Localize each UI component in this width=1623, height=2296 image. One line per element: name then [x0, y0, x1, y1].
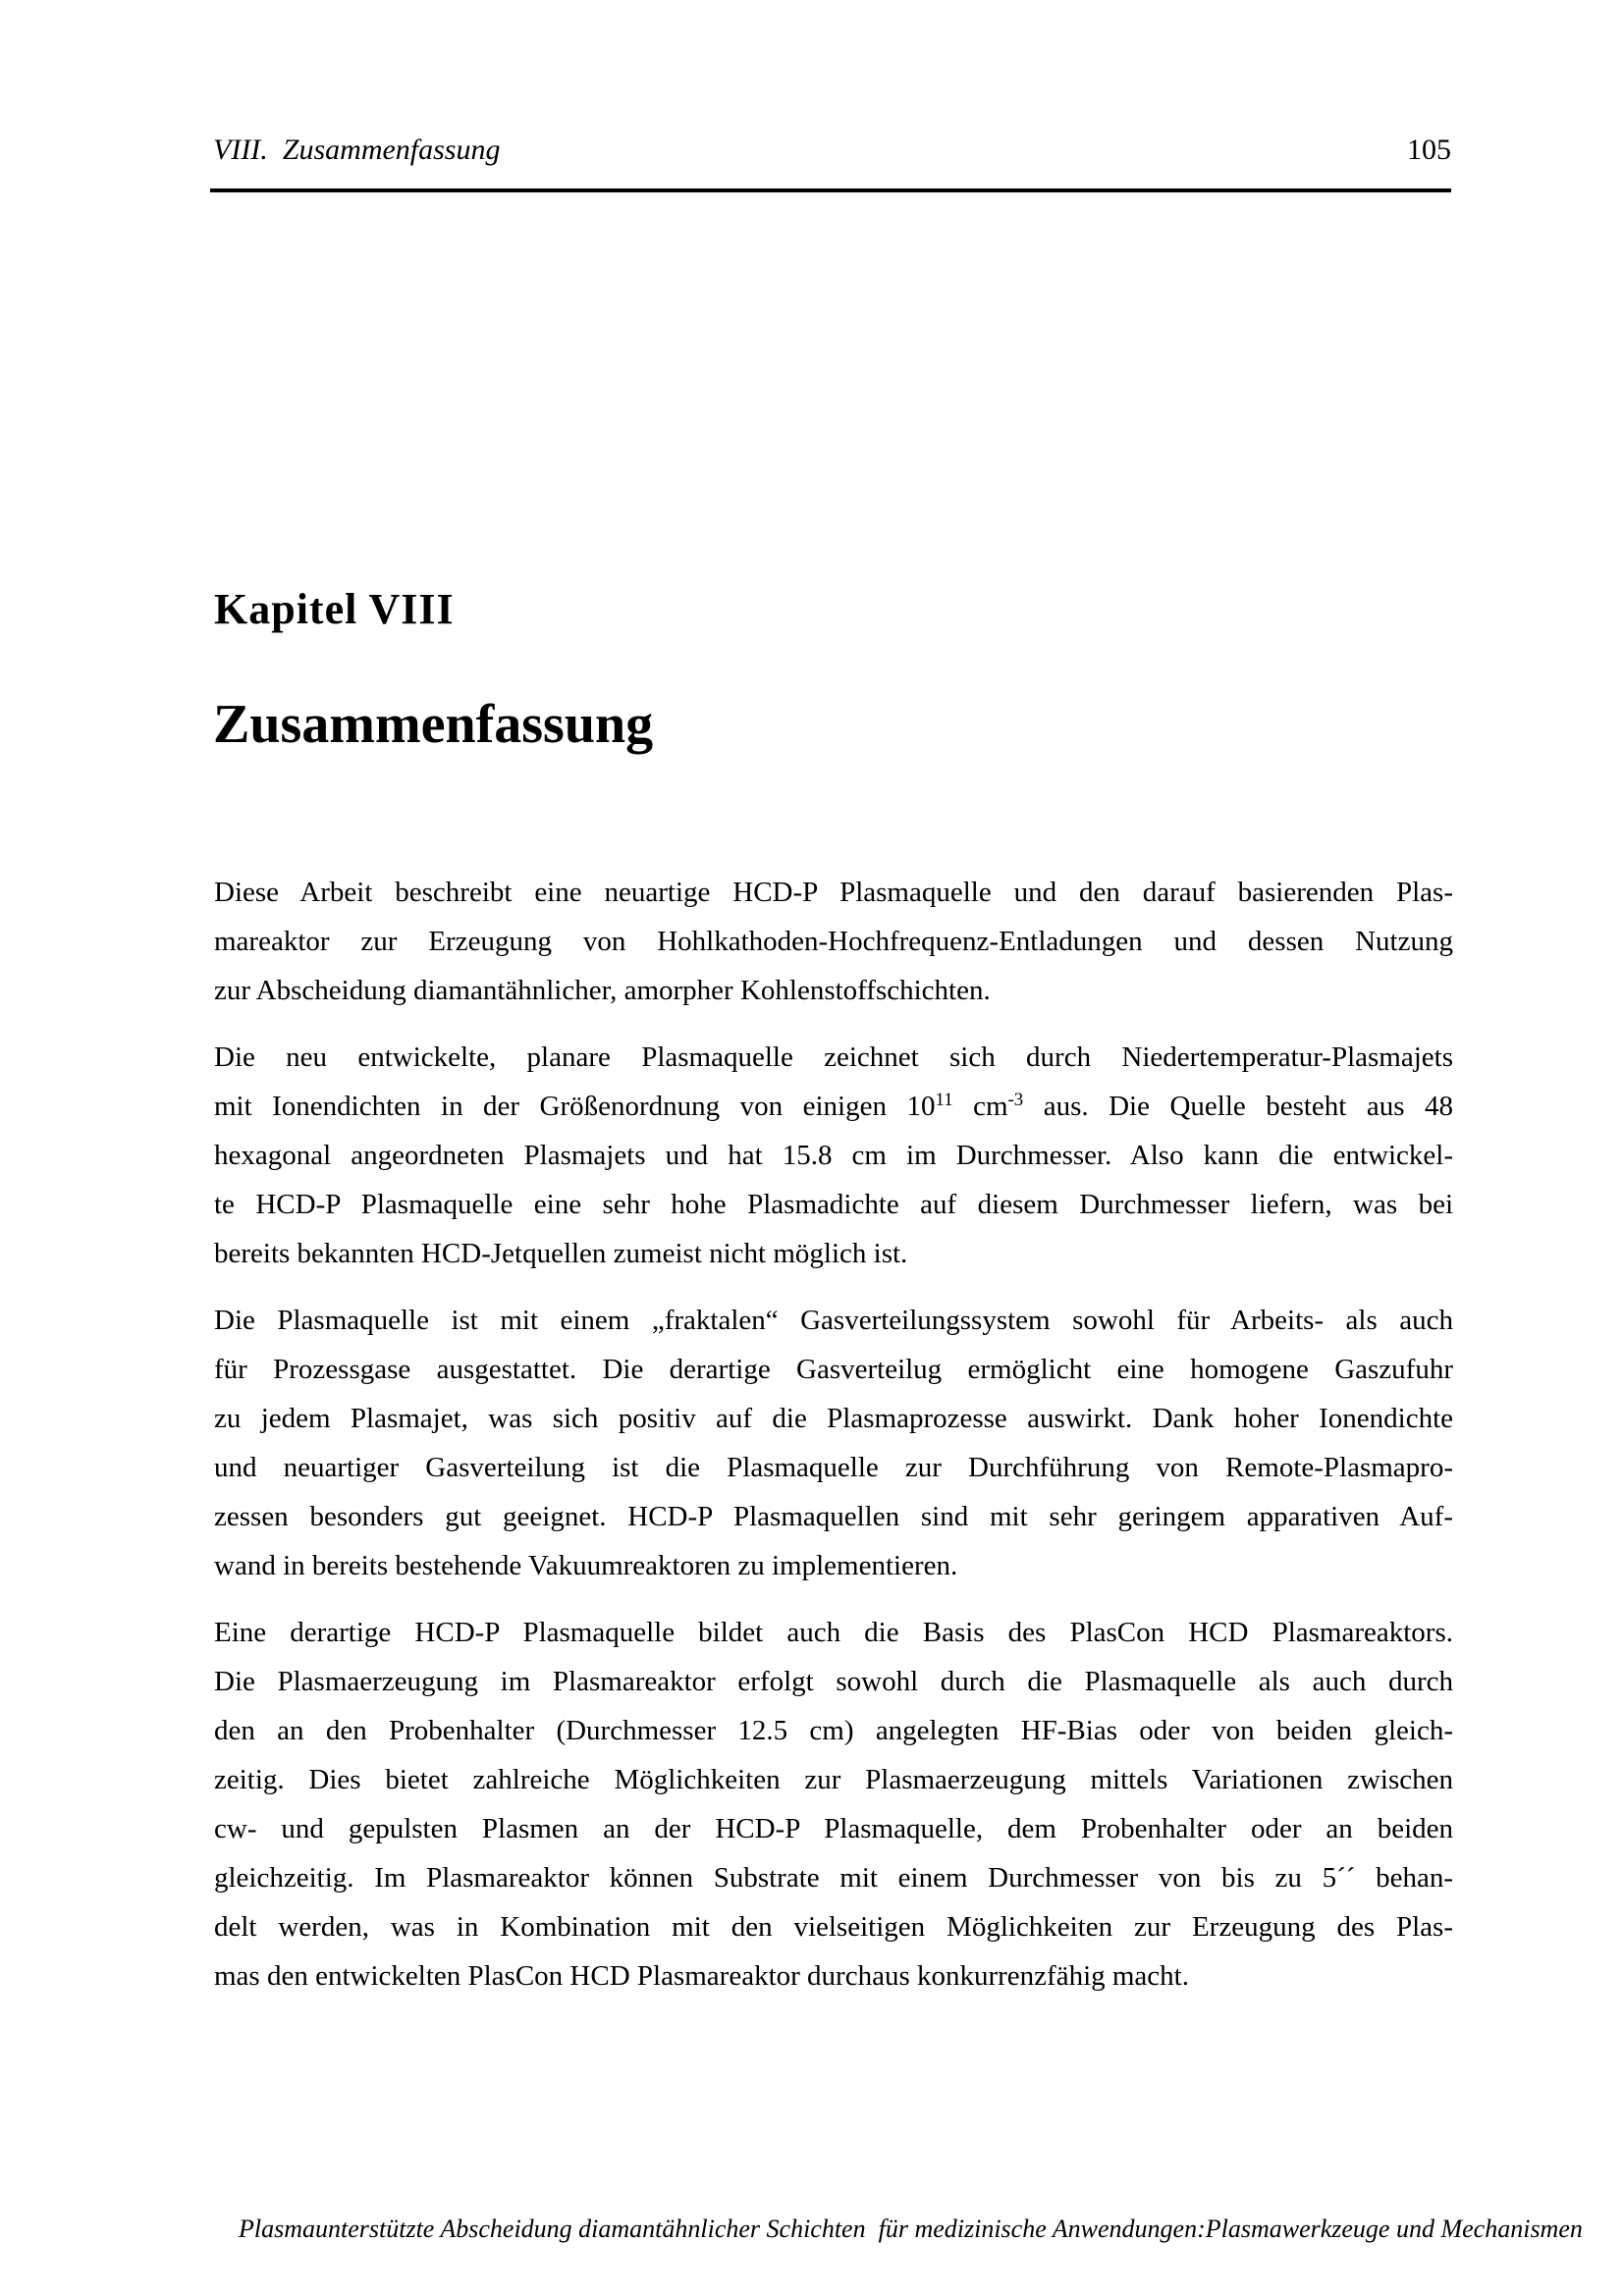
running-header: VIII. Zusammenfassung	[213, 133, 501, 166]
text-line: mit Ionendichten in der Größenordnung von einigen $10^{11}$ $cm^{-3}$ aus. Die Quelle besteht aus 48	[214, 1089, 1453, 1122]
text-line: für Prozessgase ausgestattet. Die derartige Gasverteilug ermöglicht eine homogene Gaszufuhr	[214, 1354, 1453, 1385]
text-line: hexagonal angeordneten Plasmajets und hat 15.8 cm im Durchmesser. Also kann die entwickel-	[214, 1140, 1453, 1171]
chapter-title: Zusammenfassung	[213, 694, 654, 755]
text-line: zessen besonders gut geeignet. HCD-P Plasmaquellen sind mit sehr geringem apparativen Auf-	[214, 1501, 1453, 1532]
text-line: und neuartiger Gasverteilung ist die Plasmaquelle zur Durchführung von Remote-Plasmapro-	[214, 1452, 1453, 1483]
page-header	[213, 133, 1451, 167]
text-line: zur Abscheidung diamantähnlicher, amorpher Kohlenstoffschichten.	[214, 975, 991, 1006]
text-line: te HCD-P Plasmaquelle eine sehr hohe Plasmadichte auf diesem Durchmesser liefern, was bei	[214, 1189, 1453, 1220]
paragraph	[214, 868, 1453, 1015]
chapter-label: Kapitel VIII	[214, 585, 455, 633]
text-line: mas den entwickelten PlasCon HCD Plasmareaktor durchaus konkurrenzfähig macht.	[214, 1960, 1189, 1992]
paragraph	[214, 1608, 1453, 2001]
page-footer	[213, 2185, 1583, 2273]
text-line: zeitig. Dies bietet zahlreiche Möglichkeiten zur Plasmaerzeugung mittels Variationen zwischen	[214, 1764, 1453, 1795]
paragraph	[214, 1296, 1453, 1590]
footer-text: Plasmaunterstützte Abscheidung diamantähnlicher Schichten für medizinische Anwendungen:Plasmawerkzeuge und Mechanismen	[239, 2215, 1583, 2243]
text-line: mareaktor zur Erzeugung von Hohlkathoden-Hochfrequenz-Entladungen und dessen Nutzung	[214, 926, 1453, 957]
text-line: Eine derartige HCD-P Plasmaquelle bildet auch die Basis des PlasCon HCD Plasmareaktors.	[214, 1617, 1453, 1648]
header-rule	[210, 188, 1451, 192]
text-line: wand in bereits bestehende Vakuumreaktoren zu implementieren.	[214, 1550, 958, 1581]
paragraph	[214, 1033, 1453, 1278]
text-line: Die Plasmaerzeugung im Plasmareaktor erfolgt sowohl durch die Plasmaquelle als auch durch	[214, 1666, 1453, 1697]
text-line: den an den Probenhalter (Durchmesser 12.5 cm) angelegten HF-Bias oder von beiden gleich-	[214, 1715, 1453, 1746]
text-line: cw- und gepulsten Plasmen an der HCD-P Plasmaquelle, dem Probenhalter oder an beiden	[214, 1813, 1453, 1844]
text-line: Die Plasmaquelle ist mit einem „fraktalen“ Gasverteilungssystem sowohl für Arbeits- als auch	[214, 1305, 1453, 1336]
text-line: delt werden, was in Kombination mit den vielseitigen Möglichkeiten zur Erzeugung des Plas-	[214, 1911, 1453, 1943]
page-number: 105	[1407, 133, 1451, 166]
text-line: Diese Arbeit beschreibt eine neuartige HCD-P Plasmaquelle und den darauf basierenden Plas-	[214, 877, 1453, 908]
text-line: zu jedem Plasmajet, was sich positiv auf die Plasmaprozesse auswirkt. Dank hoher Ionendichte	[214, 1403, 1453, 1434]
text-line: gleichzeitig. Im Plasmareaktor können Substrate mit einem Durchmesser von bis zu 5´´ behan-	[214, 1862, 1453, 1894]
text-line: bereits bekannten HCD-Jetquellen zumeist nicht möglich ist.	[214, 1238, 908, 1269]
body-text	[214, 868, 1453, 2018]
text-line: Die neu entwickelte, planare Plasmaquelle zeichnet sich durch Niedertemperatur-Plasmajets	[214, 1041, 1453, 1073]
